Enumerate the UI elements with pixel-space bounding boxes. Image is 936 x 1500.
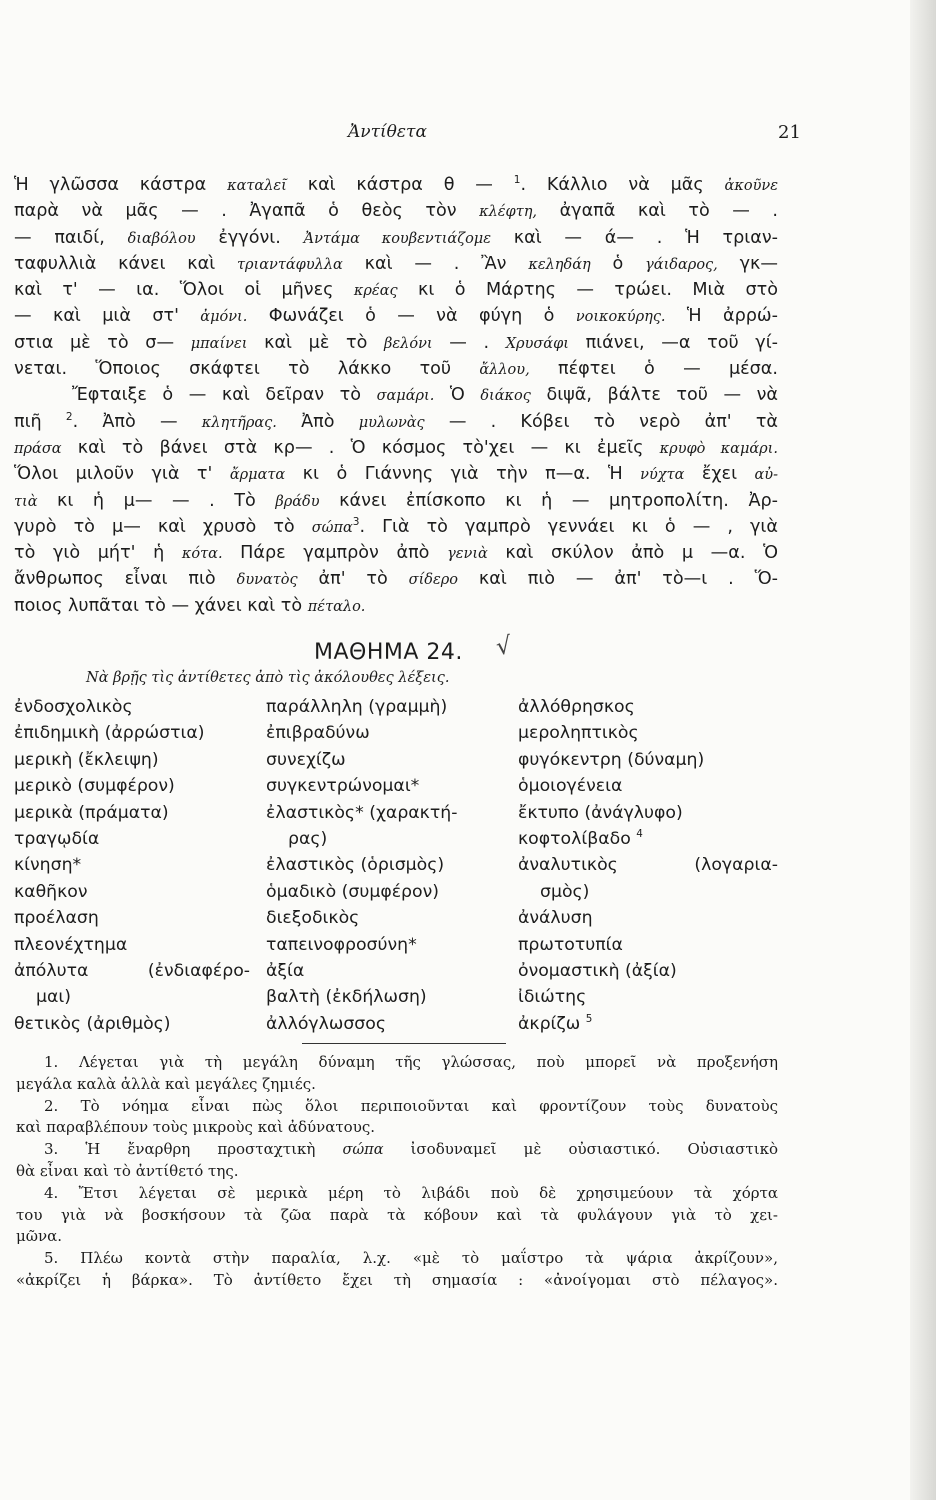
text-segment: 5. Πλέω κοντὰ στὴν παραλία, λ.χ. «μὲ τὸ μαΐστρο τὰ ψάρια ἀκρίζουν», bbox=[44, 1249, 778, 1268]
text-segment: κι ἡ μ— — . Τὸ bbox=[37, 490, 276, 511]
word-text: ταπεινοφροσύνη* bbox=[266, 934, 417, 955]
footnote-marker: 5 bbox=[585, 1012, 593, 1025]
italic-word: κρυφὸ καμάρι. bbox=[659, 440, 778, 457]
text-segment: — παιδί, bbox=[14, 227, 128, 248]
italic-word: Χρυσάφι bbox=[505, 335, 569, 352]
word-item bbox=[14, 800, 250, 826]
text-segment: Ἡ γλῶσσα κάστρα bbox=[14, 175, 228, 195]
text-segment: ἄνθρωπος εἶναι πιὸ bbox=[14, 569, 237, 590]
word-text: ὀνομαστικὴ (ἀξία) bbox=[518, 960, 677, 981]
text-segment: Ἡ ἀρρώ- bbox=[665, 306, 778, 327]
text-segment: νεται. Ὅποιος σκάφτει τὸ λάκκο τοῦ bbox=[14, 359, 480, 380]
italic-word: μπαίνει bbox=[190, 335, 248, 352]
word-item bbox=[266, 826, 506, 852]
italic-word: κρέας bbox=[353, 283, 398, 300]
word-text: ἰδιώτης bbox=[518, 987, 587, 1008]
text-segment: γκ— bbox=[717, 253, 778, 274]
text-line bbox=[16, 1052, 778, 1074]
italic-word: διάκος bbox=[480, 388, 531, 405]
word-text: μαι) bbox=[36, 987, 71, 1008]
word-text: ἀκρίζω bbox=[518, 1013, 581, 1034]
text-segment: κι ὁ Μάρτης — τρώει. Μιὰ στὸ bbox=[397, 280, 778, 301]
lesson-title: ΜΑΘΗΜΑ 24. bbox=[314, 640, 463, 665]
word-text: ἐλαστικὸς* (χαρακτή- bbox=[266, 802, 458, 823]
text-segment: . Ἀπὸ — bbox=[72, 411, 202, 432]
text-line bbox=[16, 1139, 778, 1161]
italic-word: τιὰ bbox=[14, 493, 38, 510]
italic-word: κεληδάη bbox=[528, 256, 591, 273]
text-line bbox=[16, 1074, 778, 1096]
text-segment: ἀγαπᾶ καὶ τὸ — . bbox=[537, 201, 778, 222]
text-segment: πιάνει, —α τοῦ γί- bbox=[568, 332, 779, 353]
word-text: βαλτὴ (ἐκδήλωση) bbox=[266, 987, 427, 1008]
text-line bbox=[14, 409, 778, 435]
word-item bbox=[518, 932, 778, 958]
italic-word: ἄλλου, bbox=[479, 362, 530, 379]
text-line bbox=[14, 172, 778, 198]
word-text: ἔκτυπο (ἀνάγλυφο) bbox=[518, 802, 683, 823]
word-text: ὁμοιογένεια bbox=[518, 776, 623, 797]
word-item bbox=[518, 773, 778, 799]
word-text: ἀξία bbox=[266, 960, 305, 981]
italic-word: νύχτα bbox=[640, 467, 685, 484]
word-item bbox=[266, 1011, 506, 1037]
text-segment: πέφτει ὁ — μέσα. bbox=[529, 359, 778, 380]
word-item bbox=[518, 984, 778, 1010]
text-segment: ἔχει bbox=[684, 464, 755, 485]
text-segment: . Κάλλιο νὰ μᾶς bbox=[520, 175, 725, 195]
italic-word: βράδυ bbox=[275, 493, 320, 510]
text-line bbox=[16, 1096, 778, 1118]
text-segment: τὸ γιὸ μήτ' ἡ bbox=[14, 543, 182, 564]
page-header bbox=[0, 122, 936, 146]
word-text: μερικὰ (πράματα) bbox=[14, 802, 169, 823]
word-item bbox=[266, 984, 506, 1010]
handwritten-check-mark: √ bbox=[494, 631, 514, 661]
word-item bbox=[14, 879, 250, 905]
word-column-1 bbox=[14, 694, 250, 1037]
italic-word: πέταλο. bbox=[307, 598, 366, 615]
text-segment: 4. Ἔτσι λέγεται σὲ μερικὰ μέρη τὸ λιβάδι ποὺ δὲ χρησιμεύουν τὰ χόρτα bbox=[44, 1183, 778, 1202]
text-line bbox=[14, 356, 778, 382]
text-line bbox=[16, 1248, 778, 1270]
footnote-marker: 2 bbox=[65, 410, 73, 423]
italic-word: διαβόλου bbox=[127, 230, 196, 247]
word-item bbox=[518, 800, 778, 826]
word-item bbox=[518, 747, 778, 773]
word-item bbox=[518, 879, 778, 905]
text-line bbox=[14, 461, 778, 487]
italic-word: κότα. bbox=[181, 546, 223, 563]
text-line bbox=[16, 1205, 778, 1227]
word-text: σμὸς) bbox=[540, 881, 590, 902]
word-text: διεξοδικὸς bbox=[266, 908, 360, 929]
word-item bbox=[266, 800, 506, 826]
text-segment: 3. Ἡ ἔναρθρη προσταχτικὴ bbox=[44, 1140, 343, 1159]
text-segment: καὶ — ά— . Ἡ τριαν- bbox=[491, 227, 779, 248]
word-text: φυγόκεντρη (δύναμη) bbox=[518, 749, 705, 770]
word-item bbox=[266, 958, 506, 984]
lesson-instruction: Νὰ βρῇς τὶς ἀντίθετες ἀπὸ τὶς ἀκόλουθες λέξεις. bbox=[86, 670, 450, 686]
word-text: ἐνδοσχολικὸς bbox=[14, 697, 133, 717]
text-segment: του γιὰ νὰ βοσκήσουν τὰ ζῶα παρὰ τὰ κόβουν καὶ τὰ φυλάγουν γιὰ τὸ χει- bbox=[16, 1205, 778, 1224]
book-spine-edge bbox=[910, 0, 936, 1500]
word-item bbox=[14, 905, 250, 931]
text-line bbox=[14, 330, 778, 356]
text-segment: «ἀκρίζει ἡ βάρκα». Τὸ ἀντίθετο ἔχει τὴ σημασία : «ἀνοίγομαι στὸ πέλαγος». bbox=[16, 1270, 778, 1289]
italic-word: γάιδαρος, bbox=[645, 256, 718, 273]
word-text: συγκεντρώνομαι* bbox=[266, 776, 420, 797]
text-segment: καὶ μὲ τὸ bbox=[247, 332, 384, 353]
page-number: 21 bbox=[778, 122, 801, 143]
word-item bbox=[14, 932, 250, 958]
italic-word: κλέφτη, bbox=[479, 204, 538, 221]
word-item bbox=[266, 932, 506, 958]
text-line bbox=[14, 382, 778, 408]
word-text: ἀλλόθρησκος bbox=[518, 697, 635, 717]
word-item bbox=[14, 984, 250, 1010]
italic-word: δυνατὸς bbox=[236, 572, 298, 589]
text-segment: καὶ παραβλέπουν τοὺς μικροὺς καὶ ἀδύνατους. bbox=[16, 1118, 375, 1137]
word-text: ἀλλόγλωσσος bbox=[266, 1013, 386, 1034]
text-segment: ἰσοδυναμεῖ μὲ οὐσιαστικό. Οὐσιαστικὸ bbox=[383, 1140, 778, 1159]
text-line bbox=[14, 251, 778, 277]
text-line bbox=[14, 225, 778, 251]
italic-word: καταλεῖ bbox=[227, 178, 287, 194]
italic-word: κλητῆρας. bbox=[201, 414, 277, 431]
text-segment: μῶνα. bbox=[16, 1227, 62, 1246]
running-title: Ἀντίθετα bbox=[348, 122, 427, 142]
text-segment: Πάρε γαμπρὸν ἀπὸ bbox=[222, 543, 448, 564]
word-item bbox=[518, 720, 778, 746]
text-line bbox=[14, 488, 778, 514]
word-column-3 bbox=[518, 694, 778, 1037]
word-item bbox=[266, 747, 506, 773]
word-text: ἀπόλυτα (ἐνδιαφέρο- bbox=[14, 960, 250, 981]
italic-word: τριαντάφυλλα bbox=[237, 256, 343, 273]
word-item bbox=[14, 773, 250, 799]
text-segment: θὰ εἶναι καὶ τὸ ἀντίθετό της. bbox=[16, 1161, 239, 1180]
word-column-2 bbox=[266, 694, 506, 1037]
text-segment: Ἔφταιξε ὁ — καὶ δεῖραν τὸ bbox=[72, 385, 377, 406]
word-text: προέλαση bbox=[14, 908, 99, 929]
text-segment: παρὰ νὰ μᾶς — . Ἀγαπᾶ ὁ θεὸς τὸν bbox=[14, 201, 480, 222]
word-item bbox=[14, 694, 250, 720]
text-segment: ὁ bbox=[590, 253, 646, 274]
word-item bbox=[14, 958, 250, 984]
italic-word: σίδερο bbox=[408, 572, 459, 589]
word-text: ἐλαστικὸς (ὁρισμὸς) bbox=[266, 855, 445, 876]
text-segment: καὶ σκύλον ἀπὸ μ —α. Ὁ bbox=[487, 543, 778, 564]
text-segment: — . bbox=[432, 332, 506, 353]
text-segment: ταφυλλιὰ κάνει καὶ bbox=[14, 253, 238, 274]
text-segment: καὶ — . Ἂν bbox=[342, 253, 529, 274]
text-segment: . Γιὰ τὸ γαμπρὸ γεννάει κι ὁ — , γιὰ bbox=[359, 516, 778, 537]
word-text: πρωτοτυπία bbox=[518, 934, 623, 955]
word-text: ἐπιδημικὴ (ἀρρώστια) bbox=[14, 723, 205, 744]
text-segment: 1. Λέγεται γιὰ τὴ μεγάλη δύναμη τῆς γλώσσας, ποὺ μπορεῖ νὰ προξενήση bbox=[44, 1053, 778, 1071]
word-item bbox=[266, 905, 506, 931]
text-segment: κάνει ἐπίσκοπο κι ἡ — μητροπολίτη. Ἀρ- bbox=[319, 490, 778, 511]
footnote-marker: 3 bbox=[352, 516, 360, 528]
word-text: τραγῳδία bbox=[14, 828, 100, 849]
word-item bbox=[518, 826, 778, 852]
word-item bbox=[266, 879, 506, 905]
text-segment: ἐγγόνι. bbox=[195, 227, 304, 248]
italic-word: πράσα bbox=[14, 440, 62, 457]
italic-word: Ἀντάμα κουβεντιάζομε bbox=[303, 230, 492, 247]
text-line bbox=[14, 198, 778, 224]
text-line bbox=[16, 1270, 778, 1292]
word-item bbox=[14, 1011, 250, 1037]
text-segment: καὶ τ' — ια. Ὅλοι οἱ μῆνες bbox=[14, 280, 354, 301]
text-segment: 2. Τὸ νόημα εἶναι πὼς ὅλοι περιποιοῦνται καὶ φροντίζουν τοὺς δυνατοὺς bbox=[44, 1096, 778, 1115]
word-text: μερικὴ (ἔκλειψη) bbox=[14, 749, 159, 770]
word-item bbox=[14, 852, 250, 878]
word-text: μερικὸ (συμφέρον) bbox=[14, 776, 175, 797]
word-text: ρας) bbox=[288, 828, 328, 849]
word-text: κοφτολίβαδο bbox=[518, 828, 631, 849]
italic-word: νοικοκύρης. bbox=[575, 309, 666, 326]
footnote-rule bbox=[302, 1043, 506, 1044]
text-segment: Ὅλοι μιλοῦν γιὰ τ' bbox=[14, 464, 230, 485]
word-item bbox=[266, 852, 506, 878]
italic-word: βελόνι bbox=[384, 335, 433, 352]
text-segment: καὶ κάστρα θ — bbox=[286, 175, 514, 195]
italic-word: σαμάρι. bbox=[376, 388, 435, 405]
text-line bbox=[14, 540, 778, 566]
word-text: παράλληλη (γραμμὴ) bbox=[266, 697, 448, 717]
text-segment: — καὶ μιὰ στ' bbox=[14, 306, 201, 327]
word-item bbox=[518, 694, 778, 720]
italic-word: αὐ- bbox=[754, 467, 779, 484]
footnotes bbox=[16, 1052, 778, 1292]
word-text: συνεχίζω bbox=[266, 749, 346, 770]
text-segment: στια μὲ τὸ σ— bbox=[14, 332, 191, 353]
word-text: κίνηση* bbox=[14, 855, 82, 876]
word-item bbox=[14, 720, 250, 746]
text-segment: πιῆ bbox=[14, 411, 66, 432]
italic-word: ἀμόνι. bbox=[200, 309, 248, 326]
text-line bbox=[14, 566, 778, 592]
italic-word: μυλωνὰς bbox=[358, 414, 425, 431]
italic-word: ἀκοῦνε bbox=[724, 178, 778, 194]
text-line bbox=[14, 435, 778, 461]
text-segment: καὶ τὸ βάνει στὰ κρ— . Ὁ κόσμος τὸ'χει — κι ἐμεῖς bbox=[61, 437, 660, 458]
word-item bbox=[518, 852, 778, 878]
italic-word: σώπα bbox=[311, 519, 353, 536]
italic-word: ἄρματα bbox=[229, 467, 286, 484]
proverbs-exercise bbox=[14, 172, 778, 619]
text-line bbox=[14, 303, 778, 329]
footnote-marker: 4 bbox=[636, 828, 643, 841]
text-segment: — . Κόβει τὸ νερὸ ἀπ' τὰ bbox=[424, 411, 779, 432]
text-segment: Ὁ bbox=[434, 385, 481, 406]
word-item bbox=[518, 905, 778, 931]
text-segment: καὶ πιὸ — ἀπ' τὸ—ι . Ὅ- bbox=[458, 569, 778, 590]
text-line bbox=[16, 1183, 778, 1205]
word-text: μεροληπτικὸς bbox=[518, 723, 639, 744]
text-line bbox=[16, 1117, 778, 1139]
text-segment: Ἀπὸ bbox=[276, 411, 359, 432]
word-item bbox=[518, 1011, 778, 1037]
word-text: καθῆκον bbox=[14, 881, 88, 902]
word-text: ἀνάλυση bbox=[518, 908, 593, 929]
text-line bbox=[16, 1161, 778, 1183]
text-line bbox=[14, 593, 778, 619]
text-line bbox=[16, 1226, 778, 1248]
word-item bbox=[266, 773, 506, 799]
footnote-marker: 1 bbox=[513, 174, 521, 187]
text-segment: κι ὁ Γιάννης γιὰ τὴν π—α. Ἡ bbox=[285, 464, 641, 485]
text-segment: Φωνάζει ὁ — νὰ φύγη ὁ bbox=[247, 306, 576, 327]
word-text: ἀναλυτικὸς (λογαρια- bbox=[518, 855, 778, 876]
word-item bbox=[266, 694, 506, 720]
word-item bbox=[14, 747, 250, 773]
word-text: ὁμαδικὸ (συμφέρον) bbox=[266, 881, 439, 902]
text-segment: μεγάλα καλὰ ἀλλὰ καὶ μεγάλες ζημιές. bbox=[16, 1074, 316, 1093]
word-text: πλεονέχτημα bbox=[14, 934, 128, 955]
word-text: ἐπιβραδύνω bbox=[266, 723, 370, 744]
word-item bbox=[14, 826, 250, 852]
text-line bbox=[14, 277, 778, 303]
text-segment: ἀπ' τὸ bbox=[297, 569, 409, 590]
italic-word: γενιὰ bbox=[447, 546, 488, 563]
italic-word: σώπα bbox=[342, 1142, 384, 1159]
text-segment: ποιος λυπᾶται τὸ — χάνει καὶ τὸ bbox=[14, 595, 308, 616]
text-segment: γυρὸ τὸ μ— καὶ χρυσὸ τὸ bbox=[14, 516, 312, 537]
word-item bbox=[266, 720, 506, 746]
text-segment: διψᾶ, βάλτε τοῦ — νὰ bbox=[530, 385, 779, 406]
text-line bbox=[14, 514, 778, 540]
word-item bbox=[518, 958, 778, 984]
word-text: θετικὸς (ἀριθμὸς) bbox=[14, 1013, 171, 1034]
